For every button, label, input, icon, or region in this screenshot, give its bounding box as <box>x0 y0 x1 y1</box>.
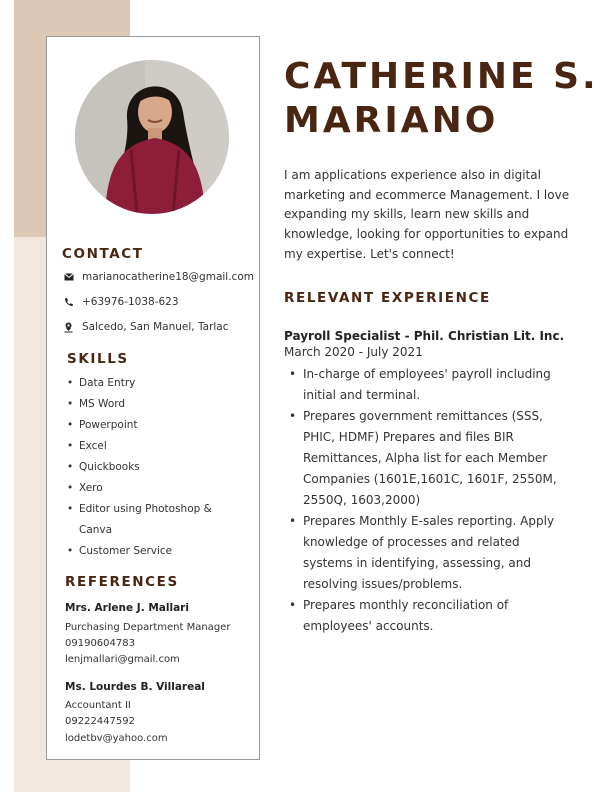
skill-item: • Xero <box>67 482 103 494</box>
contact-phone-row <box>63 296 179 308</box>
skill-item: • Data Entry <box>67 377 136 389</box>
references-heading: REFERENCES <box>65 574 179 590</box>
phone-icon <box>63 297 74 307</box>
experience-bullets <box>287 364 572 637</box>
name-line-1: CATHERINE S. <box>284 56 599 97</box>
reference-email[interactable]: lodetbv@yahoo.com <box>65 733 168 744</box>
reference-email[interactable]: lenjmallari@gmail.com <box>65 654 180 665</box>
experience-bullet: • Prepares monthly reconciliation of employees' accounts. <box>287 595 572 637</box>
experience-bullet: • Prepares government remittances (SSS, PHIC, HDMF) Prepares and files BIR Remittances, Alpha list for each Member Companies (1601E,1601C, 1601F, 2550M, 2550Q, 1603,2000) <box>287 406 572 511</box>
reference-phone[interactable]: 09190604783 <box>65 638 135 649</box>
skill-item-continuation: Canva <box>79 524 113 536</box>
contact-address-row <box>63 321 229 333</box>
skill-item: • Editor using Photoshop & <box>67 503 212 515</box>
contact-email-row <box>63 271 254 283</box>
contact-heading: CONTACT <box>62 246 144 262</box>
profile-summary: I am applications experience also in digital marketing and ecommerce Management. I love expanding my skills, learn new skills and knowledge, looking for opportunities to expand my expertise. Let's connect! <box>284 168 570 261</box>
profile-photo <box>75 60 229 214</box>
reference-role: Purchasing Department Manager <box>65 622 231 633</box>
experience-heading: RELEVANT EXPERIENCE <box>284 290 491 306</box>
contact-address: Salcedo, San Manuel, Tarlac <box>82 321 229 333</box>
skills-heading: SKILLS <box>67 351 129 367</box>
name-line-2: MARIANO <box>284 100 499 141</box>
reference-phone[interactable]: 09222447592 <box>65 716 135 727</box>
experience-bullet: • Prepares Monthly E-sales reporting. Apply knowledge of processes and related systems in identifying, assessing, and resolving issues/problems. <box>287 511 572 595</box>
skill-item: • Quickbooks <box>67 461 140 473</box>
reference-role: Accountant II <box>65 700 131 711</box>
job-dates: March 2020 - July 2021 <box>284 345 423 359</box>
reference-name: Ms. Lourdes B. Villareal <box>65 681 205 693</box>
contact-phone[interactable]: +63976-1038-623 <box>82 296 179 308</box>
contact-email[interactable]: marianocatherine18@gmail.com <box>82 271 254 283</box>
profile-photo-illustration <box>75 60 229 214</box>
skill-item: • Excel <box>67 440 107 452</box>
skill-item: • Powerpoint <box>67 419 138 431</box>
skill-item: • MS Word <box>67 398 126 410</box>
skill-item: • Customer Service <box>67 545 173 557</box>
experience-bullet: • In-charge of employees' payroll including initial and terminal. <box>287 364 572 406</box>
job-title: Payroll Specialist - Phil. Christian Lit. Inc. <box>284 329 565 343</box>
location-pin-icon <box>63 322 74 333</box>
reference-name: Mrs. Arlene J. Mallari <box>65 602 189 614</box>
envelope-icon <box>63 273 74 281</box>
